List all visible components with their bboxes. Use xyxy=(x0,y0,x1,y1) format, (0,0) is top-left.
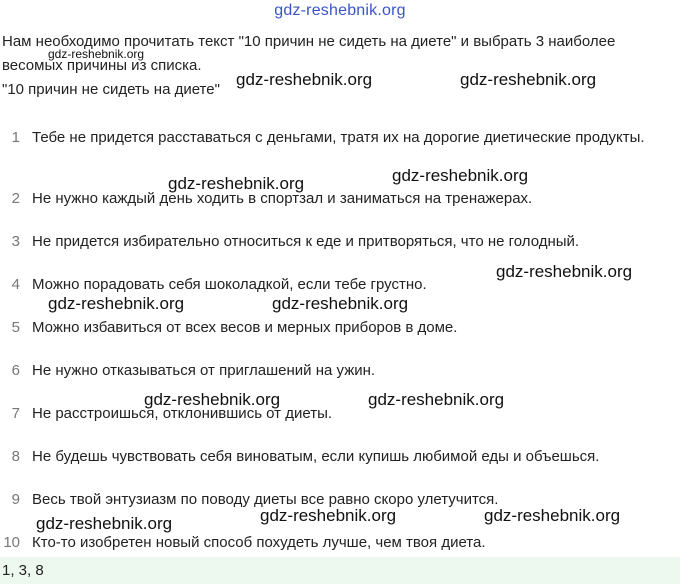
watermark: gdz-reshebnik.org xyxy=(272,294,409,313)
item-text: Тебе не придется расставаться с деньгами, тратя их на дорогие диетические продукты. xyxy=(32,129,645,146)
task-prompt: Нам необходимо прочитать текст "10 причин не сидеть на диете" и выбрать 3 наиболее весомых причины из списка. xyxy=(2,33,616,74)
item-number: 2 xyxy=(11,190,20,207)
item-number: 6 xyxy=(11,362,20,379)
watermark: gdz-reshebnik.org xyxy=(36,514,173,533)
answer-box: 1, 3, 8 xyxy=(0,557,680,584)
item-text: Не нужно каждый день ходить в спортзал и заниматься на тренажерах. xyxy=(32,190,533,207)
item-text: Не придется избирательно относиться к еде и притворяться, что не голодный. xyxy=(32,233,580,250)
site-title[interactable]: gdz-reshebnik.org xyxy=(274,2,406,19)
item-text: Не расстроишься, отклонившись от диеты. xyxy=(32,405,333,422)
item-number: 3 xyxy=(11,233,20,250)
watermark: gdz-reshebnik.org xyxy=(460,70,597,89)
item-text: Кто-то изобретен новый способ похудеть лучше, чем твоя диета. xyxy=(32,534,486,551)
watermark: gdz-reshebnik.org xyxy=(260,506,397,525)
watermark: gdz-reshebnik.org xyxy=(48,47,145,61)
item-text: Не нужно отказываться от приглашений на ужин. xyxy=(32,362,376,379)
item-text: Можно избавиться от всех весов и мерных приборов в доме. xyxy=(32,319,458,336)
item-number: 9 xyxy=(11,491,20,508)
watermark: gdz-reshebnik.org xyxy=(392,166,529,185)
watermark: gdz-reshebnik.org xyxy=(368,390,505,409)
item-number: 8 xyxy=(11,448,20,465)
item-text: Можно порадовать себя шоколадкой, если тебе грустно. xyxy=(32,276,427,293)
item-number: 5 xyxy=(11,319,20,336)
source-title: "10 причин не сидеть на диете" xyxy=(2,81,220,98)
watermark: gdz-reshebnik.org xyxy=(236,70,373,89)
item-number: 1 xyxy=(11,129,20,146)
task-intro xyxy=(2,30,674,102)
item-number: 4 xyxy=(11,276,20,293)
item-number: 10 xyxy=(3,534,20,551)
watermark: gdz-reshebnik.org xyxy=(496,262,633,281)
watermark: gdz-reshebnik.org xyxy=(48,294,185,313)
watermark: gdz-reshebnik.org xyxy=(484,506,621,525)
item-text: Не будешь чувствовать себя виноватым, если купишь любимой еды и объешься. xyxy=(32,448,600,465)
item-number: 7 xyxy=(11,405,20,422)
watermark: gdz-reshebnik.org xyxy=(168,174,305,193)
item-text: Весь твой энтузиазм по поводу диеты все равно скоро улетучится. xyxy=(32,491,499,508)
watermark: gdz-reshebnik.org xyxy=(144,390,281,409)
